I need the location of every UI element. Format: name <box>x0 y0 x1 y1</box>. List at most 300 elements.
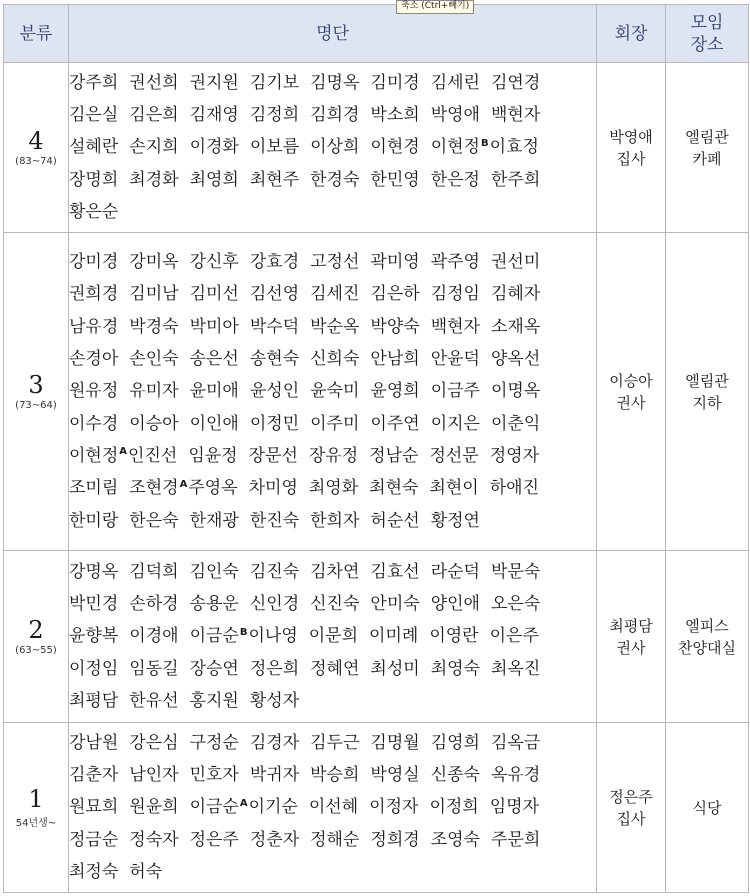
member-name-text: 김영희 <box>430 732 480 753</box>
member-name-text: 김세진 <box>310 284 360 305</box>
member-name-text: 김미남 <box>129 284 179 305</box>
member-name <box>129 791 178 823</box>
member-name-text: 박문숙 <box>490 561 541 582</box>
member-name-text: 강남원 <box>69 732 119 753</box>
member-name-text: 이보름 <box>249 137 300 158</box>
member-name-text: 이명옥 <box>490 381 541 402</box>
member-name <box>129 311 178 343</box>
member-name <box>310 588 359 620</box>
group-category <box>4 551 69 723</box>
member-name <box>190 588 239 620</box>
member-name-text: 안남희 <box>370 349 420 370</box>
member-name <box>310 99 359 131</box>
member-name-text: 이영란 <box>429 626 479 647</box>
member-name <box>249 791 298 823</box>
member-name-text: 김정임 <box>430 284 480 305</box>
member-name-text: 김명월 <box>370 732 420 753</box>
member-name <box>491 343 540 375</box>
member-name-text: 정춘자 <box>249 829 300 850</box>
group-number: 1 <box>28 785 44 813</box>
member-name-text: 김연경 <box>490 72 541 93</box>
member-name <box>429 791 478 823</box>
president-title: 집사 <box>616 809 646 828</box>
member-name-text: 곽주영 <box>430 252 480 273</box>
header-row <box>4 5 749 63</box>
member-name <box>310 343 359 375</box>
member-name-text: 이경화 <box>189 137 239 158</box>
president-name: 박영애 <box>609 127 653 146</box>
member-name-text: 원유정 <box>69 381 119 402</box>
member-name-text: 김미경 <box>370 72 420 93</box>
member-name-text: 최현숙 <box>369 478 419 499</box>
group-range: (73~64) <box>15 400 57 411</box>
member-name <box>431 278 480 310</box>
zoom-out-tooltip: 축소 (Ctrl+빼기) <box>396 0 474 14</box>
member-name <box>190 556 239 588</box>
member-name <box>431 343 480 375</box>
member-name-text: 강명옥 <box>69 561 119 582</box>
member-name-text: 조현경 <box>129 478 179 499</box>
roster-body <box>4 63 749 893</box>
member-name-text: 이지은 <box>430 413 480 434</box>
member-name <box>431 67 480 99</box>
member-name-text: 조미림 <box>69 478 119 499</box>
member-name-text: 황성자 <box>249 690 300 711</box>
group-category <box>4 723 69 893</box>
member-name <box>69 824 118 856</box>
member-name-text: 윤향복 <box>69 626 119 647</box>
member-name-text: 박영애 <box>430 105 480 126</box>
member-name <box>431 505 480 537</box>
member-name <box>69 408 118 440</box>
member-name-text: 강은심 <box>129 732 179 753</box>
member-name <box>69 67 118 99</box>
member-name-text: 신인경 <box>249 594 300 615</box>
member-name <box>431 164 480 196</box>
member-name <box>431 311 480 343</box>
group-number: 2 <box>28 616 44 644</box>
member-name <box>250 278 299 310</box>
member-name-text: 이금순 <box>189 626 239 647</box>
group-president <box>597 63 666 233</box>
member-name <box>249 440 298 472</box>
member-name <box>491 67 540 99</box>
member-name <box>69 856 118 888</box>
member-name-text: 정영자 <box>489 445 539 466</box>
member-name <box>370 375 419 407</box>
member-name <box>129 505 178 537</box>
member-name-text: 신진숙 <box>310 594 360 615</box>
member-name <box>69 685 118 717</box>
group-range: (83~74) <box>15 156 57 167</box>
member-name <box>370 505 419 537</box>
member-name <box>370 343 419 375</box>
member-name <box>69 246 118 278</box>
member-name <box>490 440 539 472</box>
member-name-text: 김미선 <box>189 284 239 305</box>
member-name <box>250 246 299 278</box>
member-name-text: 최현이 <box>429 478 479 499</box>
member-name <box>69 588 118 620</box>
member-name-text: 오은숙 <box>490 594 541 615</box>
member-name <box>370 759 419 791</box>
member-name <box>129 556 178 588</box>
member-name-text: 김옥금 <box>490 732 541 753</box>
member-name-text: 강주희 <box>69 72 119 93</box>
member-name <box>190 246 239 278</box>
member-name-text: 유미자 <box>129 381 179 402</box>
member-name <box>431 588 480 620</box>
member-name-text: 이정임 <box>69 658 119 679</box>
member-name <box>491 824 540 856</box>
member-name-text: 임윤정 <box>188 445 238 466</box>
group-names <box>69 551 597 723</box>
member-name <box>250 759 299 791</box>
member-name <box>310 824 359 856</box>
member-name-text: 이정희 <box>429 797 479 818</box>
member-name-text: 김진숙 <box>249 561 300 582</box>
member-name-text: 이효정 <box>489 137 539 158</box>
member-name-text: 양옥선 <box>490 349 541 370</box>
member-name-text: 김희경 <box>310 105 360 126</box>
member-name <box>370 311 419 343</box>
member-name-text: 강효경 <box>249 252 300 273</box>
member-name-text: 남인자 <box>129 765 179 786</box>
member-name <box>309 440 358 472</box>
member-name <box>491 653 540 685</box>
group-president <box>597 233 666 551</box>
member-name-text: 백현자 <box>430 316 480 337</box>
member-name-text: 윤숙미 <box>310 381 360 402</box>
member-name-text: 최영숙 <box>430 658 480 679</box>
member-name-text: 송은선 <box>189 349 239 370</box>
member-name-text: 윤미애 <box>189 381 239 402</box>
member-name-text: 이기순 <box>248 797 298 818</box>
member-name-text: 한은정 <box>430 169 480 190</box>
member-name <box>431 375 480 407</box>
member-name <box>491 727 540 759</box>
member-name-text: 김세린 <box>430 72 480 93</box>
president-title: 권사 <box>616 638 646 657</box>
group-category <box>4 63 69 233</box>
member-name-text: 송용운 <box>189 594 239 615</box>
member-name <box>429 620 478 652</box>
member-name-text: 정혜연 <box>310 658 360 679</box>
member-name-text: 김재영 <box>189 105 239 126</box>
member-name <box>370 99 419 131</box>
member-name-text: 김정희 <box>249 105 300 126</box>
member-name-text: 최성미 <box>370 658 420 679</box>
member-name-text: 김경자 <box>249 732 300 753</box>
member-name <box>190 131 239 163</box>
member-name-text: 박미아 <box>189 316 239 337</box>
member-name <box>129 99 178 131</box>
member-name <box>250 653 299 685</box>
member-name <box>491 375 540 407</box>
member-name <box>190 343 239 375</box>
member-name <box>190 99 239 131</box>
member-name <box>310 278 359 310</box>
member-name <box>309 791 358 823</box>
member-name <box>431 99 480 131</box>
member-name-text: 민호자 <box>189 765 239 786</box>
member-name-text: 설혜란 <box>69 137 119 158</box>
member-name-text: 안미숙 <box>370 594 420 615</box>
member-name <box>309 472 358 504</box>
group-category <box>4 233 69 551</box>
member-name <box>310 408 359 440</box>
member-name <box>250 685 299 717</box>
member-name <box>250 727 299 759</box>
member-name <box>491 759 540 791</box>
member-name-text: 최경화 <box>129 169 179 190</box>
member-name <box>190 375 239 407</box>
member-name <box>250 343 299 375</box>
member-mark: A <box>179 478 188 490</box>
member-name-text: 한재광 <box>189 510 239 531</box>
member-name <box>370 246 419 278</box>
member-name-text: 정은주 <box>189 829 239 850</box>
venue-line2: 카페 <box>692 149 722 168</box>
member-name-text: 김두근 <box>310 732 360 753</box>
member-name-text: 김차연 <box>310 561 360 582</box>
member-name-text: 손하경 <box>129 594 179 615</box>
venue-line2: 찬양대실 <box>678 638 736 657</box>
member-name <box>190 278 239 310</box>
header-category: 분류 <box>4 5 69 63</box>
member-name-text: 곽미영 <box>370 252 420 273</box>
member-name-text: 정선문 <box>429 445 479 466</box>
member-name-text: 최평담 <box>69 690 119 711</box>
group-venue <box>666 723 749 893</box>
member-name <box>431 824 480 856</box>
member-name <box>129 164 178 196</box>
member-name <box>370 588 419 620</box>
member-name-text: 한주희 <box>490 169 541 190</box>
member-name-text: 박양숙 <box>370 316 420 337</box>
member-name-text: 이현정 <box>430 137 480 158</box>
member-name <box>69 99 118 131</box>
member-name-text: 이경애 <box>129 626 179 647</box>
member-name-text: 이정민 <box>249 413 300 434</box>
member-name-text: 김효선 <box>370 561 420 582</box>
president-name: 이승아 <box>609 371 653 390</box>
member-name-text: 윤성인 <box>249 381 300 402</box>
group-row <box>4 233 749 551</box>
member-name-text: 강미경 <box>69 252 119 273</box>
member-name-text: 송현숙 <box>249 349 300 370</box>
member-name <box>190 791 248 823</box>
member-name <box>69 164 118 196</box>
member-name-text: 박귀자 <box>249 765 300 786</box>
member-name-text: 안윤덕 <box>430 349 480 370</box>
member-name <box>310 164 359 196</box>
member-name-text: 장문선 <box>248 445 298 466</box>
member-name-text: 이승아 <box>129 413 179 434</box>
member-name <box>129 824 178 856</box>
member-name-text: 이현경 <box>370 137 420 158</box>
member-name <box>190 620 248 652</box>
group-venue <box>666 233 749 551</box>
member-name <box>491 164 540 196</box>
member-name <box>250 99 299 131</box>
member-name <box>190 653 239 685</box>
member-name-text: 이상희 <box>310 137 360 158</box>
member-name <box>69 727 118 759</box>
member-name <box>69 196 118 228</box>
member-name-text: 최영화 <box>308 478 359 499</box>
member-name-text: 최정숙 <box>69 861 119 882</box>
member-name <box>128 440 177 472</box>
member-name-text: 김은하 <box>370 284 420 305</box>
member-name-text: 박민경 <box>69 594 119 615</box>
member-name <box>249 472 298 504</box>
member-name <box>69 278 118 310</box>
member-name-text: 강미옥 <box>129 252 179 273</box>
member-name <box>250 505 299 537</box>
member-name <box>309 620 358 652</box>
member-name <box>491 408 540 440</box>
group-row <box>4 551 749 723</box>
member-name-text: 차미영 <box>248 478 298 499</box>
member-name-text: 이금순 <box>189 797 239 818</box>
member-name <box>370 131 419 163</box>
member-name <box>69 131 118 163</box>
member-name-text: 정해순 <box>310 829 360 850</box>
group-row <box>4 723 749 893</box>
member-name-text: 정남순 <box>369 445 419 466</box>
member-name <box>370 653 419 685</box>
group-names <box>69 63 597 233</box>
group-president <box>597 551 666 723</box>
venue-line1: 식당 <box>692 798 722 817</box>
member-name <box>431 727 480 759</box>
member-name <box>310 653 359 685</box>
member-name <box>491 556 540 588</box>
member-name-text: 이인애 <box>189 413 239 434</box>
member-name-text: 한희자 <box>310 510 360 531</box>
member-name <box>248 620 297 652</box>
member-name <box>129 131 178 163</box>
member-name <box>429 440 478 472</box>
member-name <box>370 556 419 588</box>
header-venue <box>666 5 749 63</box>
member-name-text: 한진숙 <box>249 510 300 531</box>
member-name-text: 손경아 <box>69 349 119 370</box>
member-name <box>431 759 480 791</box>
member-name <box>69 620 118 652</box>
member-name <box>491 311 540 343</box>
member-name <box>310 311 359 343</box>
member-name <box>310 67 359 99</box>
president-title: 권사 <box>616 393 646 412</box>
venue-line1: 엘림관 <box>685 371 729 390</box>
group-range: 54년생~ <box>15 818 57 829</box>
member-name <box>310 505 359 537</box>
header-venue-line1: 모임 <box>690 12 724 33</box>
member-name-text: 박영실 <box>370 765 420 786</box>
member-name-text: 강신후 <box>189 252 239 273</box>
member-name <box>190 505 239 537</box>
member-name <box>69 375 118 407</box>
member-name <box>190 727 239 759</box>
header-venue-line2: 장소 <box>690 34 724 55</box>
president-title: 집사 <box>616 149 646 168</box>
member-name-text: 장명희 <box>69 169 119 190</box>
member-name-text: 권희경 <box>69 284 119 305</box>
member-name-text: 권선희 <box>129 72 179 93</box>
member-name <box>431 408 480 440</box>
member-name-text: 고정선 <box>310 252 360 273</box>
member-name-text: 주영옥 <box>188 478 238 499</box>
header-president: 회장 <box>597 5 666 63</box>
member-name <box>310 556 359 588</box>
member-name <box>431 246 480 278</box>
member-name-text: 조영숙 <box>430 829 480 850</box>
member-name <box>250 588 299 620</box>
member-name-text: 신희숙 <box>310 349 360 370</box>
member-name-text: 권지원 <box>189 72 239 93</box>
member-name-text: 정희경 <box>370 829 420 850</box>
member-mark: A <box>119 446 128 458</box>
member-name-text: 구정순 <box>189 732 239 753</box>
member-name-text: 정숙자 <box>129 829 179 850</box>
member-name-text: 황은순 <box>69 201 119 222</box>
member-name-text: 한은숙 <box>129 510 179 531</box>
member-name <box>190 759 239 791</box>
member-name-text: 최현주 <box>249 169 300 190</box>
member-name <box>369 472 418 504</box>
member-name <box>369 791 418 823</box>
member-name-text: 김춘자 <box>69 765 119 786</box>
member-name <box>188 472 237 504</box>
member-name <box>129 588 178 620</box>
member-name-text: 김은실 <box>69 105 119 126</box>
member-name <box>69 759 118 791</box>
member-mark: B <box>480 137 489 149</box>
member-name <box>431 131 489 163</box>
member-name <box>310 131 359 163</box>
member-name <box>491 278 540 310</box>
member-name <box>69 343 118 375</box>
member-name <box>370 727 419 759</box>
member-name-text: 김인숙 <box>189 561 239 582</box>
member-name-text: 황정연 <box>430 510 480 531</box>
member-name-text: 권선미 <box>490 252 541 273</box>
member-name <box>129 727 178 759</box>
member-name-text: 한민영 <box>370 169 420 190</box>
member-name-text: 허숙 <box>129 861 163 882</box>
member-name-text: 한미랑 <box>69 510 119 531</box>
member-name-text: 소재옥 <box>490 316 541 337</box>
member-name-text: 옥유경 <box>490 765 541 786</box>
member-name <box>69 791 118 823</box>
member-name-text: 원윤희 <box>129 797 179 818</box>
member-name <box>129 67 178 99</box>
member-name-text: 주문희 <box>490 829 541 850</box>
member-name-text: 홍지원 <box>189 690 239 711</box>
member-name-text: 이춘익 <box>490 413 541 434</box>
member-name <box>69 505 118 537</box>
member-name-text: 최옥진 <box>490 658 541 679</box>
member-name-text: 이주미 <box>310 413 360 434</box>
roster-table <box>3 4 749 893</box>
member-name <box>310 375 359 407</box>
member-name <box>310 759 359 791</box>
header-roster: 명단 <box>69 5 597 63</box>
venue-line1: 엘피스 <box>685 616 729 635</box>
group-venue <box>666 63 749 233</box>
